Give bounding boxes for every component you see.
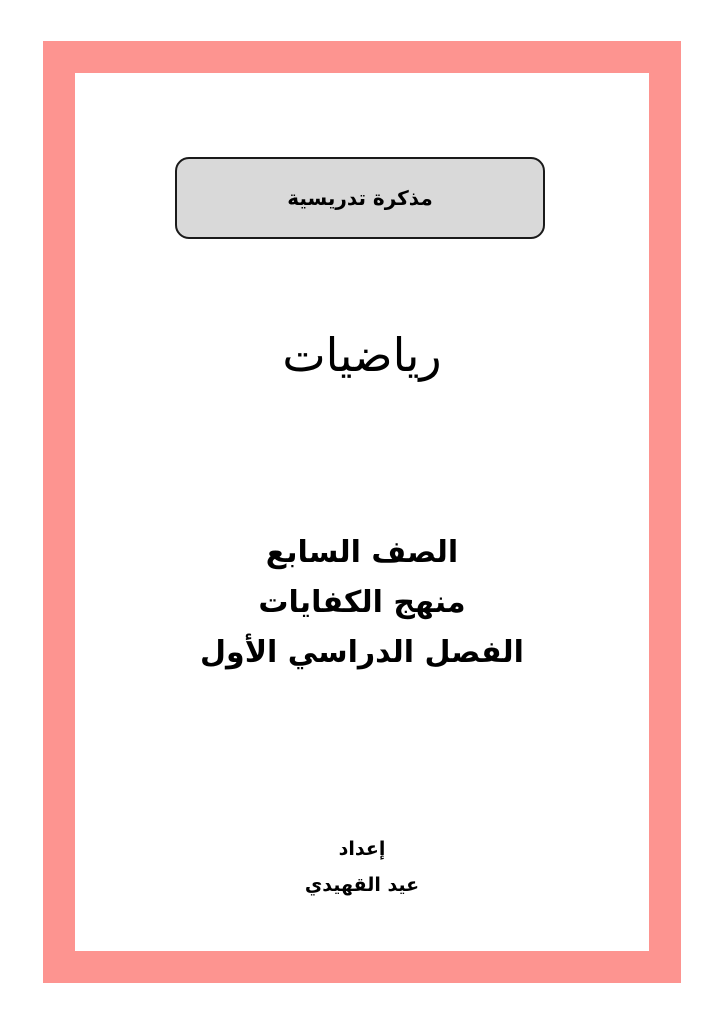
curriculum-line: منهج الكفايات (258, 585, 466, 620)
author-name: عيد القهيدي (304, 874, 420, 896)
note-label: مذكرة تدريسية (287, 186, 433, 210)
term-line: الفصل الدراسي الأول (200, 635, 524, 670)
cover-content (75, 73, 649, 951)
decorative-frame (43, 41, 681, 983)
subject-title: رياضيات (282, 328, 442, 382)
prepared-by-label: إعداد (338, 838, 386, 860)
author-block (75, 831, 649, 903)
note-label-box (175, 157, 545, 239)
course-details (75, 528, 649, 678)
grade-line: الصف السابع (265, 535, 459, 570)
